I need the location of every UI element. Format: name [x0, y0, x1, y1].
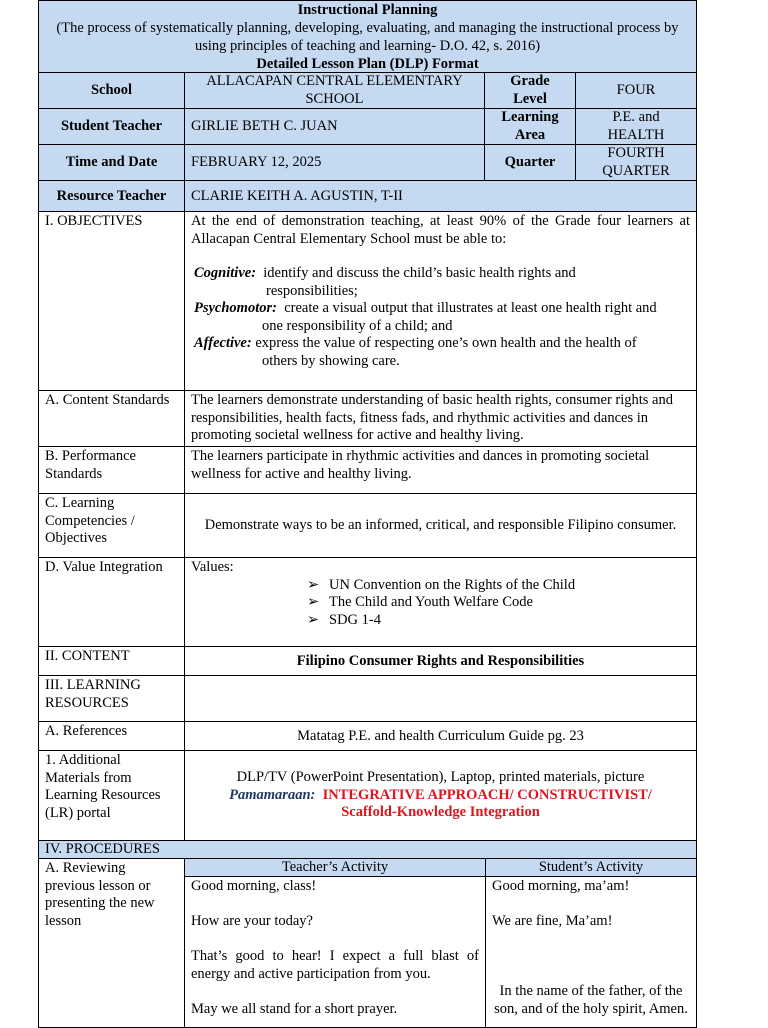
cognitive-line2: responsibilities; — [266, 282, 358, 299]
affective-line2: others by showing care. — [262, 352, 400, 369]
values-item — [307, 612, 690, 630]
school-value-text: ALLACAPAN CENTRAL ELEMENTARY SCHOOL — [206, 73, 463, 107]
learning-resources-blank — [184, 675, 697, 722]
competencies-text: Demonstrate ways to be an informed, critical, and responsible Filipino consumer. — [184, 493, 697, 558]
content-standards-label: A. Content Standards — [38, 390, 185, 447]
cognitive-line1: identify and discuss the child’s basic health rights and — [263, 265, 576, 281]
performance-standards-text: The learners participate in rhythmic activities and dances in promoting societal wellness for active and healthy living. — [184, 446, 697, 494]
competencies-label: C. Learning Competencies / Objectives — [38, 493, 185, 558]
content-label: II. CONTENT — [38, 646, 185, 676]
additional-materials-text: DLP/TV (PowerPoint Presentation), Laptop, printed materials, picture — [236, 769, 645, 785]
teacher-line: That’s good to hear! I expect a full blast of energy and active participation from you. — [191, 948, 479, 982]
values-item-text: UN Convention on the Rights of the Child — [329, 576, 576, 593]
learning-area-label-text: Learning Area — [501, 109, 559, 143]
procedures-label: IV. PROCEDURES — [38, 840, 697, 859]
values-item-text: The Child and Youth Welfare Code — [329, 594, 533, 610]
learning-area-value — [575, 108, 697, 145]
resource-teacher-label: Resource Teacher — [38, 180, 185, 212]
performance-standards-label: B. Performance Standards — [38, 446, 185, 494]
teacher-line: May we all stand for a short prayer. — [191, 1000, 398, 1017]
psychomotor-line2: one responsibility of a child; and — [262, 317, 453, 334]
psychomotor-objective — [191, 300, 690, 318]
quarter-value — [575, 144, 697, 181]
values-list — [191, 577, 690, 630]
method-label: Pamamaraan: — [229, 786, 316, 803]
school-value — [184, 72, 485, 109]
header-block — [38, 0, 697, 73]
affective-line1: express the value of respecting one’s own health and the health of — [255, 335, 637, 351]
student-activity-content — [485, 876, 697, 1028]
content-text: Filipino Consumer Rights and Responsibilities — [184, 646, 697, 676]
affective-label: Affective: — [194, 335, 252, 351]
teacher-activity-header: Teacher’s Activity — [184, 858, 486, 877]
objectives-intro: At the end of demonstration teaching, at least 90% of the Grade four learners at Allacapan Central Elementary School must be able to: — [191, 213, 690, 247]
method-line — [185, 787, 696, 805]
learning-area-label — [484, 108, 576, 145]
time-date-value: FEBRUARY 12, 2025 — [184, 144, 485, 181]
objectives-content — [184, 211, 697, 391]
value-integration-content — [184, 557, 697, 647]
references-label: A. References — [38, 721, 185, 751]
value-integration-label: D. Value Integration — [38, 557, 185, 647]
grade-level-label-text: Grade Level — [510, 73, 550, 107]
quarter-label: Quarter — [484, 144, 576, 181]
references-text: Matatag P.E. and health Curriculum Guide pg. 23 — [184, 721, 697, 751]
values-heading: Values: — [191, 559, 234, 575]
arrowhead-bullet-icon: ➢ — [307, 611, 320, 628]
student-line: We are fine, Ma’am! — [492, 913, 613, 929]
quarter-value-text: FOURTH QUARTER — [602, 145, 670, 179]
learning-resources-label: III. LEARNING RESOURCES — [38, 675, 185, 722]
method-text: INTEGRATIVE APPROACH/ CONSTRUCTIVIST/ — [322, 786, 652, 803]
student-teacher-value: GIRLIE BETH C. JUAN — [184, 108, 485, 145]
document-title: Instructional Planning — [297, 2, 438, 18]
affective-objective — [191, 335, 690, 353]
document-format: Detailed Lesson Plan (DLP) Format — [256, 56, 479, 72]
student-activity-header: Student’s Activity — [485, 858, 697, 877]
document-subtitle: (The process of systematically planning, developing, evaluating, and managing the instructional process by using principles of teaching and learning- D.O. 42, s. 2016) — [56, 20, 679, 54]
teacher-line: Good morning, class! — [191, 878, 317, 894]
method-text-line2: Scaffold-Knowledge Integration — [341, 804, 540, 820]
resource-teacher-value: CLARIE KEITH A. AGUSTIN, T-II — [184, 180, 697, 212]
content-standards-text: The learners demonstrate understanding of basic health rights, consumer rights and responsibilities, health facts, fitness fads, and rhythmic activities and dances in promoting societal wellness for active and healthy living. — [184, 390, 697, 447]
psychomotor-label: Psychomotor: — [194, 300, 277, 316]
school-label: School — [38, 72, 185, 109]
objectives-label: I. OBJECTIVES — [38, 211, 185, 391]
arrowhead-bullet-icon: ➢ — [307, 594, 320, 610]
additional-materials-label: 1. Additional Materials from Learning Resources (LR) portal — [38, 750, 185, 841]
values-item — [307, 577, 690, 595]
review-lesson-label: A. Reviewing previous lesson or presenting the new lesson — [38, 858, 185, 1028]
grade-level-value: FOUR — [575, 72, 697, 109]
teacher-activity-content — [184, 876, 486, 1028]
teacher-line: How are your today? — [191, 913, 313, 929]
grade-level-label — [484, 72, 576, 109]
student-line: In the name of the father, of the son, and of the holy spirit, Amen. — [494, 983, 688, 1017]
time-date-label: Time and Date — [38, 144, 185, 181]
cognitive-label: Cognitive: — [194, 265, 257, 281]
additional-materials-content — [184, 750, 697, 841]
cognitive-objective — [191, 265, 690, 283]
student-teacher-label: Student Teacher — [38, 108, 185, 145]
student-line: Good morning, ma’am! — [492, 878, 630, 894]
values-item-text: SDG 1-4 — [329, 611, 381, 628]
values-item — [307, 594, 690, 612]
psychomotor-line1: create a visual output that illustrates at least one health right and — [284, 300, 657, 316]
learning-area-value-text: P.E. and HEALTH — [607, 109, 665, 143]
arrowhead-bullet-icon: ➢ — [307, 576, 320, 593]
